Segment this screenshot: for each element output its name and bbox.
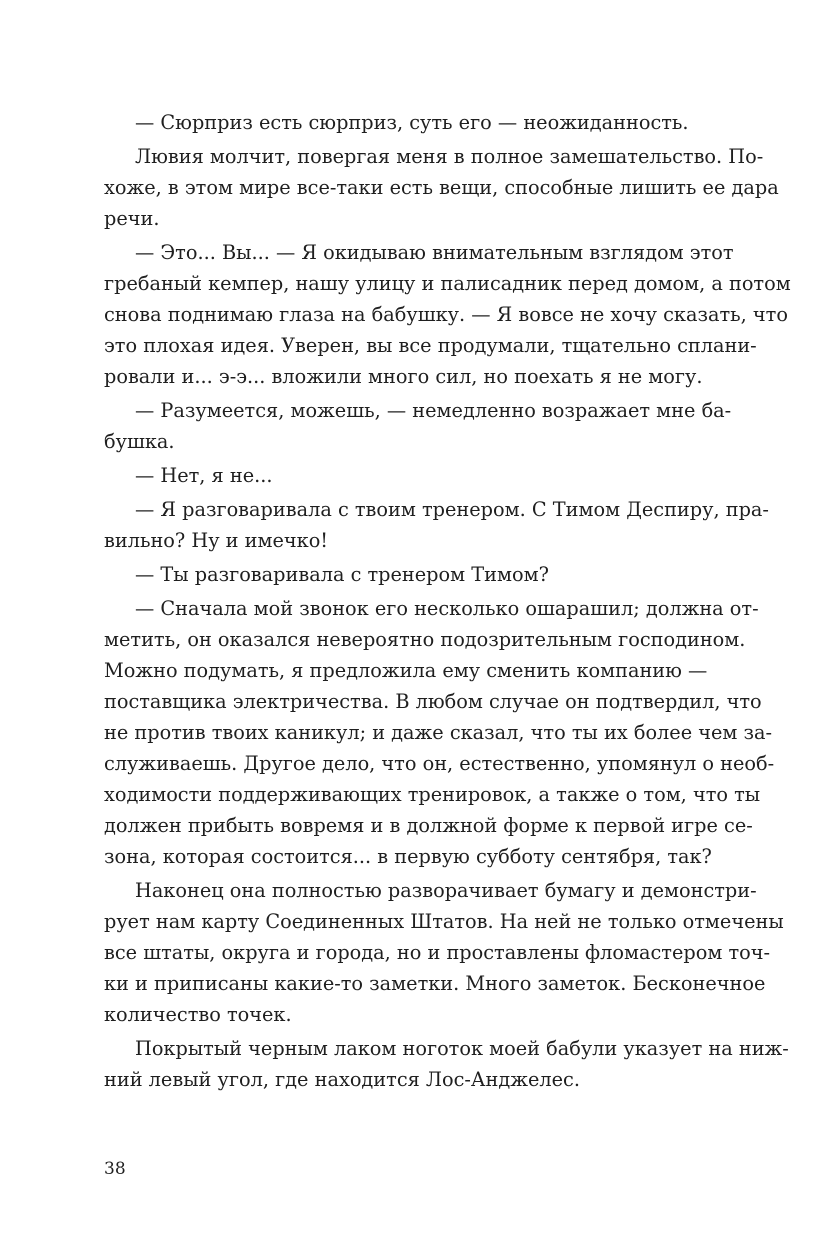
text-line: ний левый угол, где находится Лос-Анджелес. — [104, 1068, 580, 1091]
text-line: бушка. — [104, 430, 175, 453]
paragraph — [104, 559, 704, 590]
text-line: вильно? Ну и имечко! — [104, 529, 329, 552]
text-line: это плохая идея. Уверен, вы все продумали, тщательно сплани- — [104, 334, 757, 357]
text-line: Можно подумать, я предложила ему сменить компанию — — [104, 659, 708, 682]
paragraph — [104, 460, 704, 491]
text-line: не против твоих каникул; и даже сказал, что ты их более чем за- — [104, 721, 773, 744]
text-line: служиваешь. Другое дело, что он, естественно, упомянул о необ- — [104, 752, 775, 775]
text-line: поставщика электричества. В любом случае он подтвердил, что — [104, 690, 762, 713]
text-line: — Сначала мой звонок его несколько ошарашил; должна от- — [135, 597, 759, 620]
paragraph — [104, 395, 732, 457]
text-line: ходимости поддерживающих тренировок, а также о том, что ты — [104, 783, 761, 806]
text-line: гребаный кемпер, нашу улицу и палисадник перед домом, а потом — [104, 272, 791, 295]
text-line: Наконец она полностью разворачивает бумагу и демонстри- — [135, 879, 757, 902]
paragraph — [104, 107, 704, 138]
text-line: речи. — [104, 207, 160, 230]
paragraph — [104, 875, 784, 1030]
text-line: ровали и... э-э... вложили много сил, но поехать я не могу. — [104, 365, 703, 388]
text-line: ки и приписаны какие-то заметки. Много заметок. Бесконечное — [104, 972, 766, 995]
text-line: — Я разговаривала с твоим тренером. С Тимом Деспиру, пра- — [135, 498, 769, 521]
text-line: количество точек. — [104, 1003, 292, 1026]
text-line: должен прибыть вовремя и в должной форме к первой игре се- — [104, 814, 753, 837]
text-line: зона, которая состоится... в первую субботу сентября, так? — [104, 845, 712, 868]
text-line: — Ты разговаривала с тренером Тимом? — [135, 563, 549, 586]
text-line: рует нам карту Соединенных Штатов. На ней не только отмечены — [104, 910, 784, 933]
paragraph — [104, 593, 775, 872]
text-line: Покрытый черным лаком ноготок моей бабули указует на ниж- — [135, 1037, 789, 1060]
page-body — [104, 107, 791, 1098]
paragraph — [104, 141, 779, 234]
page-number: 38 — [104, 1159, 126, 1179]
text-line: — Сюрприз есть сюрприз, суть его — неожиданность. — [135, 111, 689, 134]
text-line: снова поднимаю глаза на бабушку. — Я вовсе не хочу сказать, что — [104, 303, 788, 326]
text-line: хоже, в этом мире все-таки есть вещи, способные лишить ее дара — [104, 176, 779, 199]
text-line: метить, он оказался невероятно подозрительным господином. — [104, 628, 746, 651]
paragraph — [104, 494, 769, 556]
text-line: все штаты, округа и города, но и проставлены фломастером точ- — [104, 941, 770, 964]
text-line: — Это... Вы... — Я окидываю внимательным взглядом этот — [135, 241, 734, 264]
paragraph — [104, 1033, 789, 1095]
text-line: — Разумеется, можешь, — немедленно возражает мне ба- — [135, 399, 732, 422]
text-line: Лювия молчит, повергая меня в полное замешательство. По- — [135, 145, 764, 168]
paragraph — [104, 237, 791, 392]
text-line: — Нет, я не... — [135, 464, 273, 487]
